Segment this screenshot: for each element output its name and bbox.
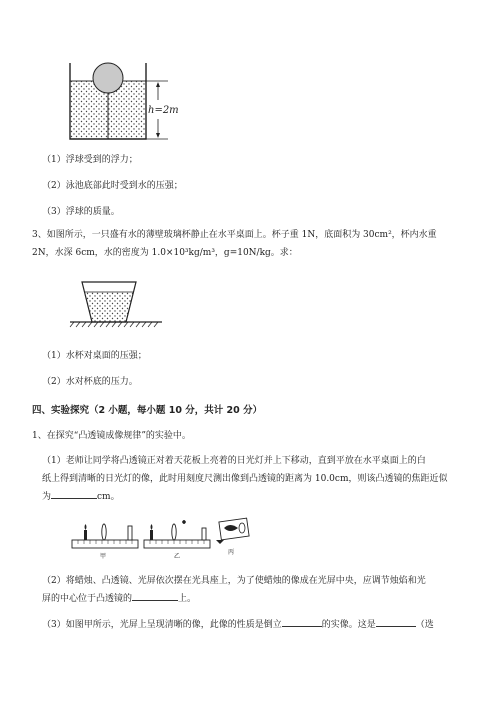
problem3-stem-line1: 3、如图所示，一只盛有水的薄壁玻璃杯静止在水平桌面上。杯子重 1N，底面积为 30cm²，杯内水重	[32, 230, 437, 240]
answer-blank-image-size[interactable]	[282, 617, 322, 627]
lens-icon	[102, 524, 106, 540]
section4-q2: （2）将蜡烛、凸透镜、光屏依次摆在光具座上，为了使蜡烛的像成在光屏中央，应调节烛焰和光 屏的中心位于凸透镜的 上。	[42, 576, 426, 604]
bench-b	[144, 540, 210, 548]
problem3-stem	[32, 226, 472, 262]
section4-q1: （1）老师让同学将凸透镜正对着天花板上亮着的日光灯并上下移动，直到平放在水平桌面上的白 纸上得到清晰的日光灯的像，此时用刻度尺测出像到凸透镜的距离为 10.0cm，则该凸透镜的焦距近似 为 cm。	[42, 456, 448, 502]
fig-label-b: 乙	[174, 553, 181, 560]
screen-icon	[128, 526, 132, 540]
problem2-q1: （1）浮球受到的浮力；	[42, 155, 138, 165]
optical-bench-figure	[70, 514, 260, 564]
section4-title: 四、实验探究（2 小题，每小题 10 分，共计 20 分）	[32, 405, 263, 416]
candle-icon	[84, 530, 87, 540]
section4-q3: （3）如图甲所示，光屏上呈现清晰的像，此像的性质是倒立 的实像。这是 （选	[42, 616, 472, 634]
depth-label: h=2m	[148, 105, 179, 116]
problem3-stem-line2: 2N，水深 6cm，水的密度为 1.0×10³kg/m³，g=10N/kg。求：	[32, 248, 298, 258]
answer-blank-axis[interactable]	[132, 591, 178, 601]
answer-blank-device[interactable]	[376, 617, 416, 627]
problem2-q3: （3）浮球的质量。	[42, 207, 120, 217]
float-ball-icon	[93, 63, 123, 93]
problem2-q2: （2）泳池底部此时受到水的压强；	[42, 181, 183, 191]
problem3-q2: （2）水对杯底的压力。	[42, 377, 138, 387]
answer-blank-focal-length[interactable]	[51, 489, 97, 499]
section4-problem1-stem: 1、在探究“凸透镜成像规律”的实验中。	[32, 431, 191, 441]
bench-a	[72, 540, 138, 548]
cup-figure	[66, 272, 166, 332]
fig-label-a: 甲	[100, 553, 107, 560]
pool-figure	[60, 55, 200, 145]
fig-label-c: 丙	[228, 549, 235, 556]
problem3-q1: （1）水杯对桌面的压强；	[42, 351, 147, 361]
